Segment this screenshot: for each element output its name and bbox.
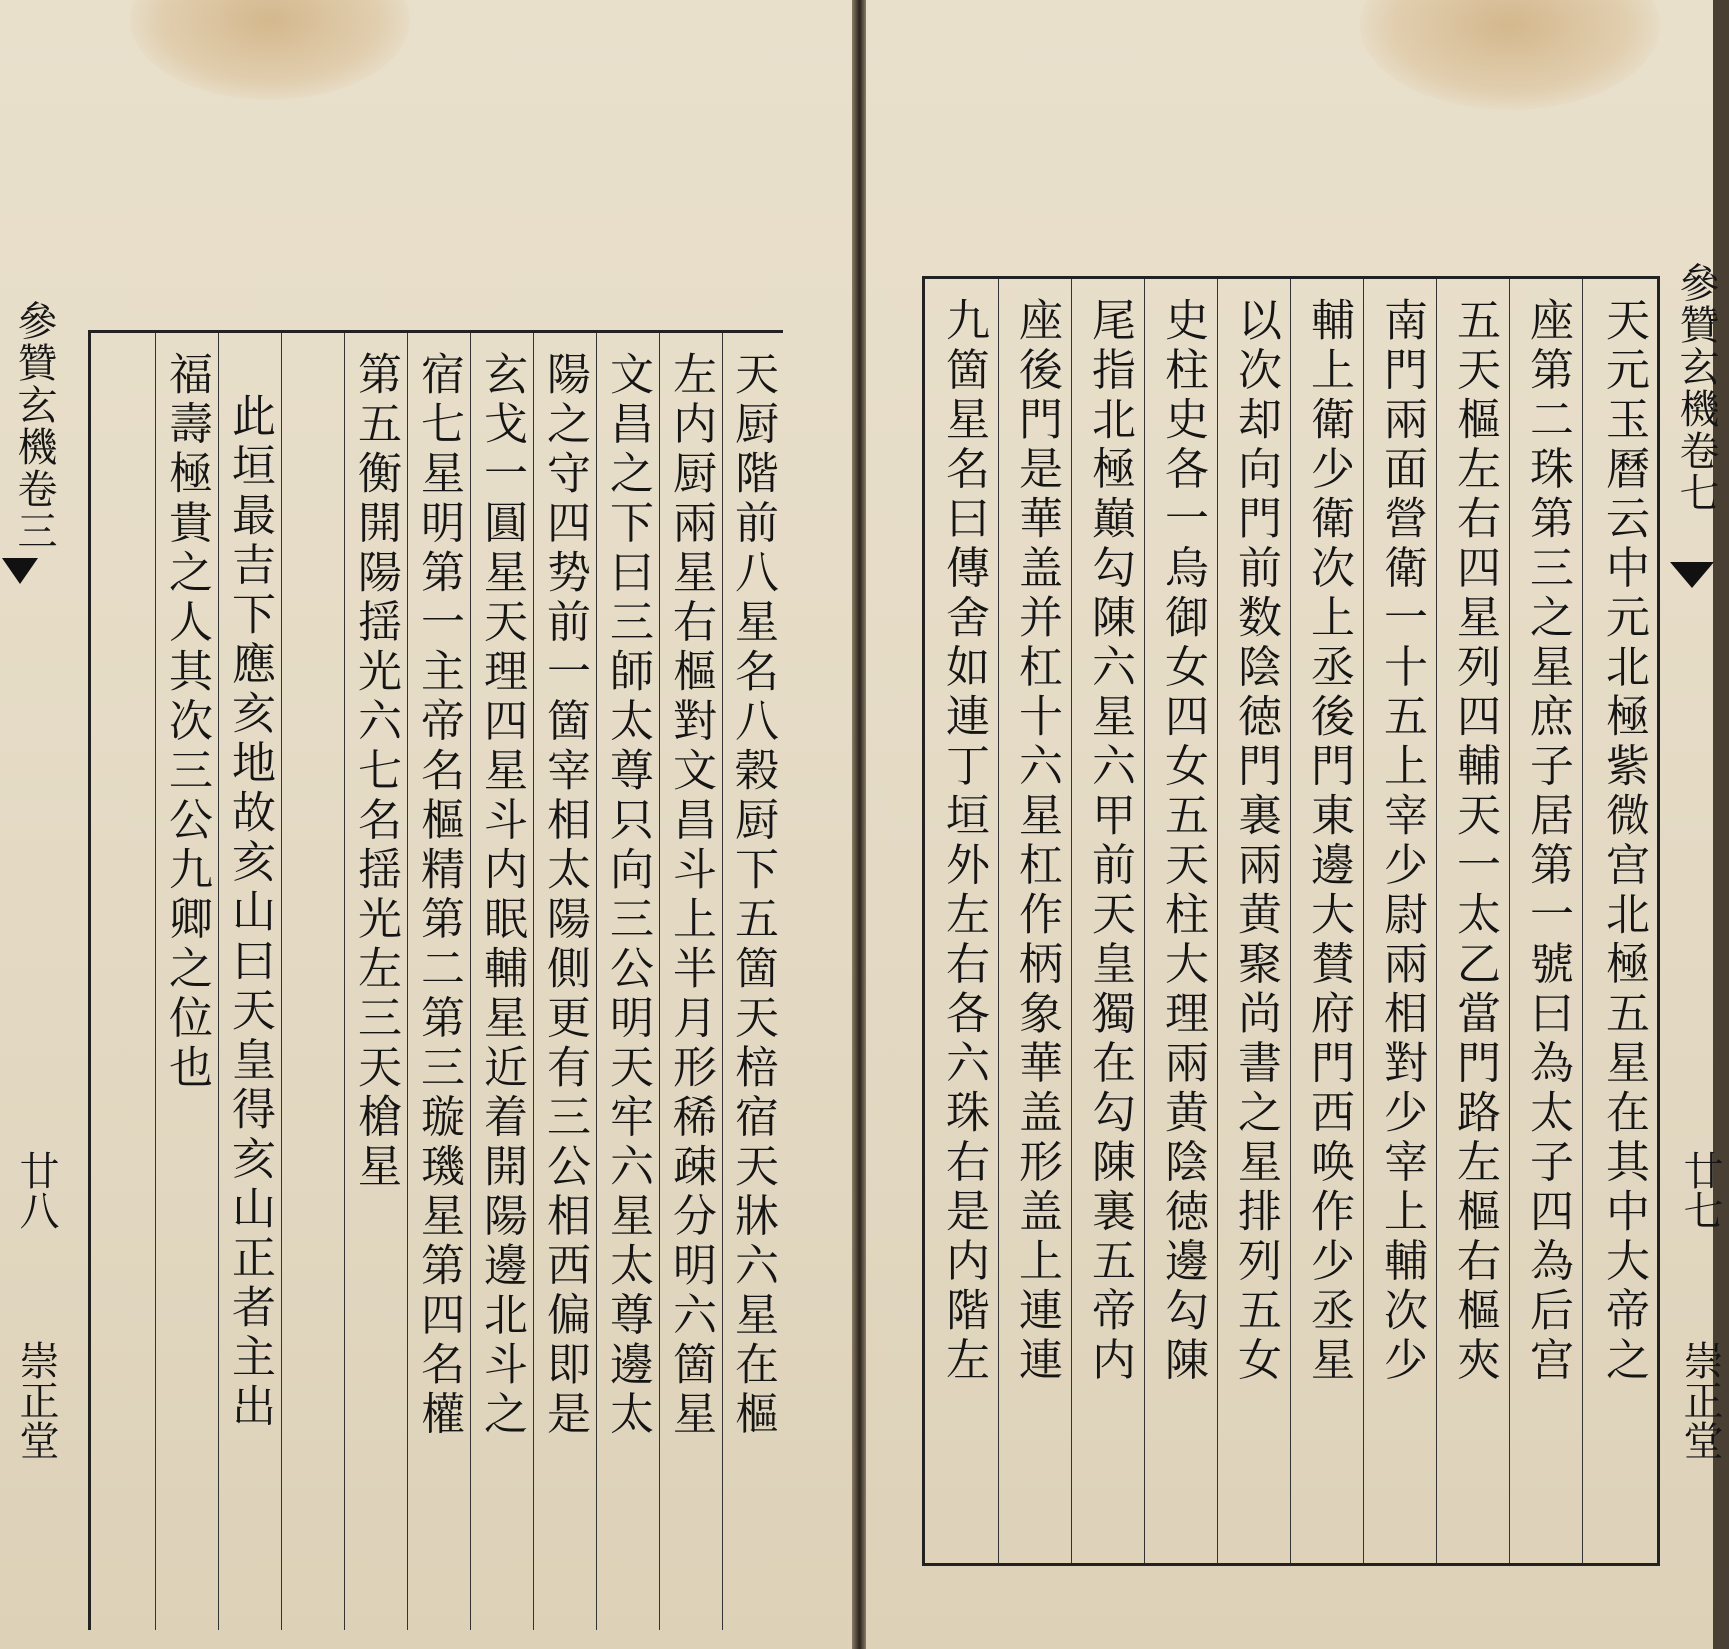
column-text: 文昌之下曰三師太尊只向三公明天牢六星太尊邊太 [602,351,653,1440]
column [281,333,344,1630]
column [470,333,533,1630]
column-text: 第五衡開陽揺光六七名揺光左三天槍星 [350,351,401,1193]
column-text: 南門兩面營衛一十五上宰少尉兩相對少宰上輔次少 [1376,297,1427,1386]
column-text: 宿七星明第一主帝名樞精第二第三璇璣星第四名權 [413,351,464,1440]
column-text: 此垣最吉下應亥地故亥山曰天皇得亥山正者主出 [224,393,275,1433]
column-text: 座第二珠第三之星庶子居第一號曰為太子四為后宫 [1522,297,1573,1386]
column-text: 福壽極貴之人其次三公九卿之位也 [161,351,212,1094]
column-text: 天元玉曆云中元北極紫微宫北極五星在其中大帝之 [1598,297,1649,1386]
column-text: 天厨階前八星名八榖厨下五箇天棓宿天牀六星在樞 [727,351,778,1440]
right-margin-title: 參贊玄機卷七 [1673,262,1719,514]
left-folio-number: 廿八 [13,1150,59,1230]
column [1144,279,1217,1563]
column [533,333,596,1630]
column [155,333,218,1630]
right-folio-number: 廿七 [1677,1150,1723,1230]
column [1217,279,1290,1563]
column-text: 史柱史各一烏御女四女五天柱大理兩黄陰徳邊勾陳 [1157,297,1208,1386]
column [344,333,407,1630]
column [998,279,1071,1563]
column [1363,279,1436,1563]
fish-tail-mark [1670,562,1714,588]
column-text: 輔上衛少衛次上丞後門東邊大賛府門西唤作少丞星 [1303,297,1354,1386]
column [407,333,470,1630]
column [722,333,783,1630]
column [1582,279,1657,1563]
column-text: 尾指北極巔勾陳六星六甲前天皇獨在勾陳裏五帝内 [1084,297,1135,1386]
column [218,333,281,1630]
column [659,333,722,1630]
column-text: 座後門是華盖并杠十六星杠作柄象華盖形盖上連連 [1011,297,1062,1386]
column [1436,279,1509,1563]
column-text: 以次却向門前数陰徳門裏兩黄聚尚書之星排列五女 [1230,297,1281,1386]
left-text-frame [88,330,783,1630]
column-text: 玄戈一圓星天理四星斗内眠輔星近着開陽邊北斗之 [476,351,527,1440]
right-text-frame [922,276,1660,1566]
column [596,333,659,1630]
column-text: 左内厨兩星右樞對文昌斗上半月形稀疎分明六箇星 [665,351,716,1440]
fish-tail-mark [2,558,38,584]
column [925,279,998,1563]
right-publisher-mark: 崇正堂 [1677,1340,1723,1460]
left-margin-title: 參贊玄機卷三 [11,300,57,552]
left-publisher-mark: 崇正堂 [13,1340,59,1460]
column-text: 五天樞左右四星列四輔天一太乙當門路左樞右樞夾 [1449,297,1500,1386]
column [1071,279,1144,1563]
column [1509,279,1582,1563]
column [1290,279,1363,1563]
column-text: 陽之守四势前一箇宰相太陽側更有三公相西偏即是 [539,351,590,1440]
column [91,333,155,1630]
column-text: 九箇星名曰傳舍如連丁垣外左右各六珠右是内階左 [938,297,989,1386]
book-gutter [852,0,866,1649]
